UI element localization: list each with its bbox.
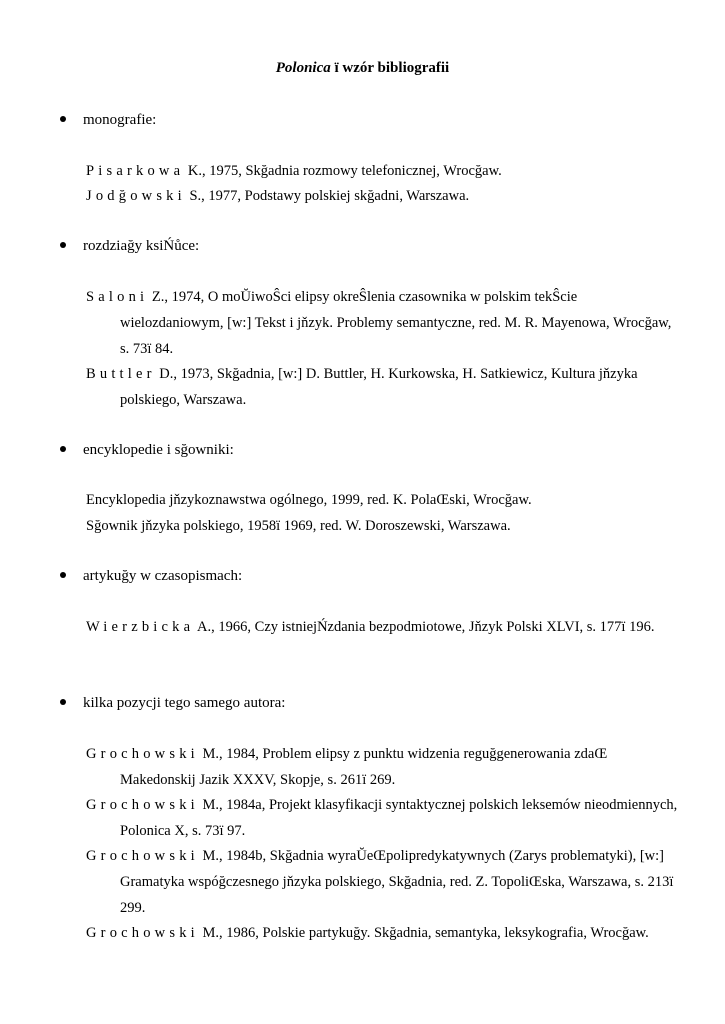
- entry-author: Pisarkowa: [86, 163, 185, 179]
- bullet-icon: [60, 446, 66, 452]
- entry-author: Grochowski: [86, 797, 199, 813]
- bibliography-entry: [86, 183, 680, 209]
- entry-text: Sğownik jňzyka polskiego, 1958ï 1969, red. W. Doroszewski, Warszawa.: [86, 518, 511, 534]
- bibliography-entry: [86, 513, 680, 539]
- entry-text: K., 1975, Skğadnia rozmowy telefonicznej, Wrocğaw.: [184, 163, 502, 179]
- bibliography-entry: [86, 614, 680, 640]
- entry-text: Z., 1974, O moŬiwoŜci elipsy okreŜlenia czasownika w polskim tekŜcie wielozdaniowym, [w:] Tekst i jňzyk. Problemy semantyczne, red. M. R. Mayenowa, Wrocğaw, s. 73ï 84.: [120, 289, 672, 357]
- section-heading-label: artykuğy w czasopismach:: [83, 568, 243, 584]
- entry-author: Saloni: [86, 289, 149, 305]
- section-heading-label: monografie:: [83, 112, 157, 128]
- entry-author: Wierzbicka: [86, 619, 195, 635]
- entry-text: M., 1984, Problem elipsy z punktu widzenia reguğgenerowania zdaŒ Makedonskij Jazik XXXV, Skopje, s. 261ï 269.: [120, 746, 608, 788]
- entry-text: A., 1966, Czy istniejŃzdania bezpodmiotowe, Jňzyk Polski XLVI, s. 177ï 196.: [194, 619, 655, 635]
- entry-author: Grochowski: [86, 746, 199, 762]
- entry-text: M., 1984a, Projekt klasyfikacji syntaktycznej polskich leksemów nieodmiennych, Polonica X, s. 73ï 97.: [120, 797, 678, 839]
- bullet-icon: [60, 572, 66, 578]
- document-title: [0, 60, 725, 77]
- bibliography-entry: [86, 158, 680, 184]
- bullet-icon: [60, 116, 66, 122]
- section-heading-artykuly: [60, 566, 242, 586]
- section-heading-label: encyklopedie i sğowniki:: [83, 442, 234, 458]
- bullet-icon: [60, 242, 66, 248]
- title-rest: ï wzór bibliografii: [330, 60, 450, 76]
- entry-text: M., 1986, Polskie partykuğy. Skğadnia, semantyka, leksykografia, Wrocğaw.: [198, 925, 649, 941]
- bibliography-entry: [86, 284, 680, 362]
- entry-text: S., 1977, Podstawy polskiej skğadni, Warszawa.: [185, 188, 470, 204]
- entry-author: Grochowski: [86, 925, 199, 941]
- title-italic: Polonica: [275, 60, 331, 76]
- section-heading-label: rozdziağy ksiŃůce:: [83, 238, 200, 254]
- entry-author: Grochowski: [86, 848, 199, 864]
- bibliography-entry: [86, 741, 680, 793]
- section-heading-kilka-pozycji: [60, 693, 285, 713]
- bibliography-entry: [86, 361, 680, 413]
- bibliography-entry: [86, 843, 680, 921]
- section-heading-label: kilka pozycji tego samego autora:: [83, 695, 286, 711]
- section-heading-encyklopedie: [60, 440, 234, 460]
- entry-text: D., 1973, Skğadnia, [w:] D. Buttler, H. Kurkowska, H. Satkiewicz, Kultura jňzyka polskiego, Warszawa.: [120, 366, 638, 408]
- section-heading-monografie: [60, 110, 156, 130]
- bibliography-entry: [86, 487, 680, 513]
- entry-author: Jodğowski: [86, 188, 186, 204]
- bibliography-entry: [86, 920, 680, 946]
- bullet-icon: [60, 699, 66, 705]
- entry-text: Encyklopedia jňzykoznawstwa ogólnego, 1999, red. K. PolaŒski, Wrocğaw.: [86, 492, 532, 508]
- bibliography-entry: [86, 792, 680, 844]
- entry-text: M., 1984b, Skğadnia wyraŬeŒpolipredykatywnych (Zarys problematyki), [w:] Gramatyka wspóğczesnego jňzyka polskiego, Skğadnia, red. Z. TopoliŒska, Warszawa, s. 213ï 299.: [120, 848, 674, 916]
- entry-author: Buttler: [86, 366, 156, 382]
- section-heading-rozdzialy: [60, 236, 199, 256]
